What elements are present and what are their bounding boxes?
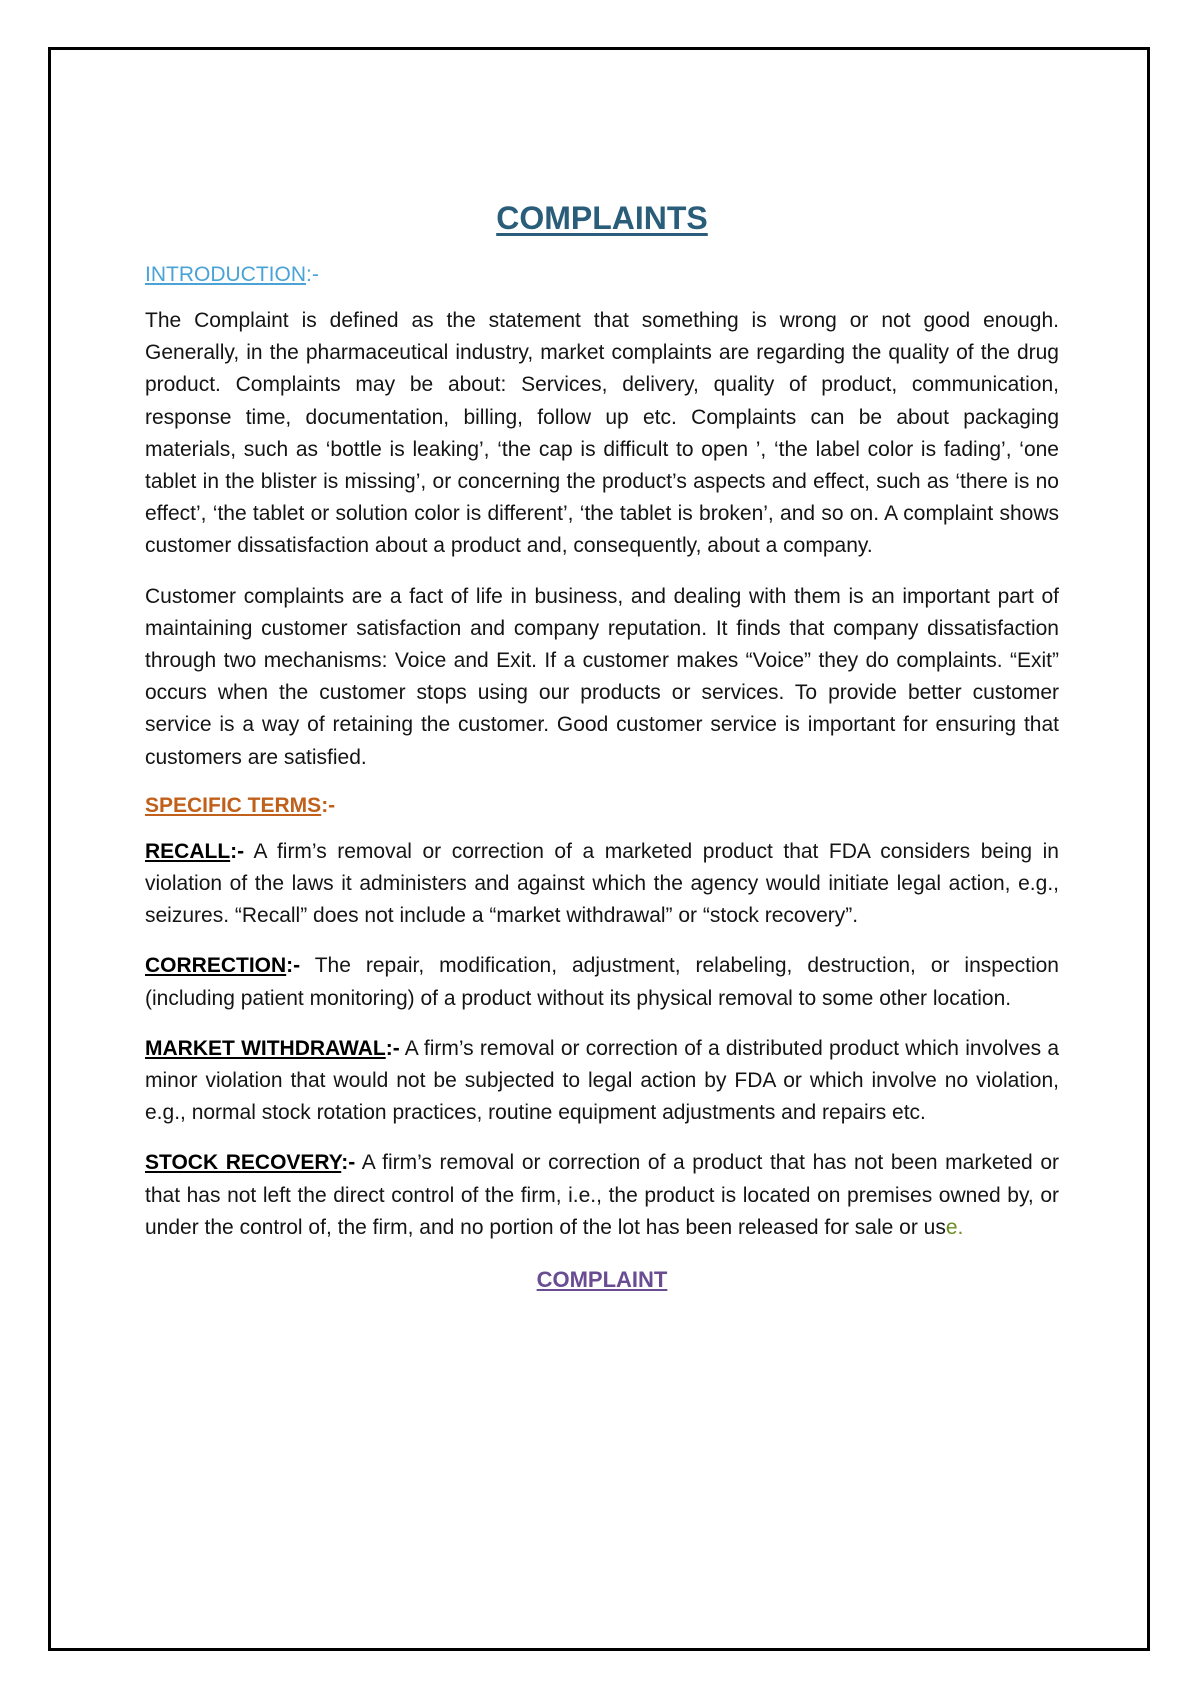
introduction-heading-label: INTRODUCTION <box>145 263 306 286</box>
term-stock-recovery-definition: A firm’s removal or correction of a product that has not been marketed or that has not left the direct control of the firm, i.e., the product is located on premises owned by, or under the control of, the firm, and no portion of the lot has been released for sale or us <box>145 1151 1059 1239</box>
document-title: COMPLAINTS <box>496 200 708 236</box>
term-market-withdrawal-label: MARKET WITHDRAWAL <box>145 1036 386 1060</box>
term-stock-recovery-separator: :- <box>341 1151 356 1175</box>
term-correction-label: CORRECTION <box>145 954 287 978</box>
specific-terms-heading-suffix: :- <box>321 793 336 817</box>
term-correction-separator: :- <box>286 954 301 978</box>
term-recall <box>145 836 1059 933</box>
term-recall-definition: A firm’s removal or correction of a marketed product that FDA considers being in violation of the laws it administers and against which the agency would initiate legal action, e.g., seizures. “Recall” does not include a “market withdrawal” or “stock recovery”. <box>145 839 1059 928</box>
term-market-withdrawal-separator: :- <box>385 1036 400 1060</box>
footer-heading: COMPLAINT <box>536 1267 668 1293</box>
term-recall-separator: :- <box>230 839 245 863</box>
document-body <box>145 198 1059 1294</box>
introduction-paragraph-1: The Complaint is defined as the statement that something is wrong or not good enough. Generally, in the pharmaceutical industry, market complaints are regarding the quality of the drug product. Complaints may be about: Services, delivery, quality of product, communication, response time, documentation, billing, follow up etc. Complaints can be about packaging materials, such as ‘bottle is leaking’, ‘the cap is difficult to open ’, ‘the label color is fading’, ‘one tablet in the blister is missing’, or concerning the product’s aspects and effect, such as ‘there is no effect’, ‘the tablet or solution color is different’, ‘the tablet is broken’, and so on. A complaint shows customer dissatisfaction about a product and, consequently, about a company. <box>145 309 1059 558</box>
specific-terms-heading <box>145 792 1059 820</box>
term-market-withdrawal <box>145 1033 1059 1130</box>
introduction-heading <box>145 261 1059 289</box>
term-stock-recovery-label: STOCK RECOVERY <box>145 1151 342 1175</box>
term-stock-recovery <box>145 1147 1059 1244</box>
specific-terms-heading-label: SPECIFIC TERMS <box>145 793 322 817</box>
introduction-heading-suffix: :- <box>306 263 319 286</box>
term-correction <box>145 950 1059 1014</box>
introduction-paragraph-2: Customer complaints are a fact of life in business, and dealing with them is an important part of maintaining customer satisfaction and company reputation. It finds that company dissatisfaction through two mechanisms: Voice and Exit. If a customer makes “Voice” they do complaints. “Exit” occurs when the customer stops using our products or services. To provide better customer service is a way of retaining the customer. Good customer service is important for ensuring that customers are satisfied. <box>145 584 1059 769</box>
term-market-withdrawal-definition: A firm’s removal or correction of a distributed product which involves a minor violation that would not be subjected to legal action by FDA or which involve no violation, e.g., normal stock rotation practices, routine equipment adjustments and repairs etc. <box>145 1036 1059 1125</box>
term-correction-definition: The repair, modification, adjustment, relabeling, destruction, or inspection (including patient monitoring) of a product without its physical removal to some other location. <box>145 954 1059 1010</box>
term-stock-recovery-definition-tail: e. <box>945 1215 964 1239</box>
term-recall-label: RECALL <box>145 839 231 863</box>
